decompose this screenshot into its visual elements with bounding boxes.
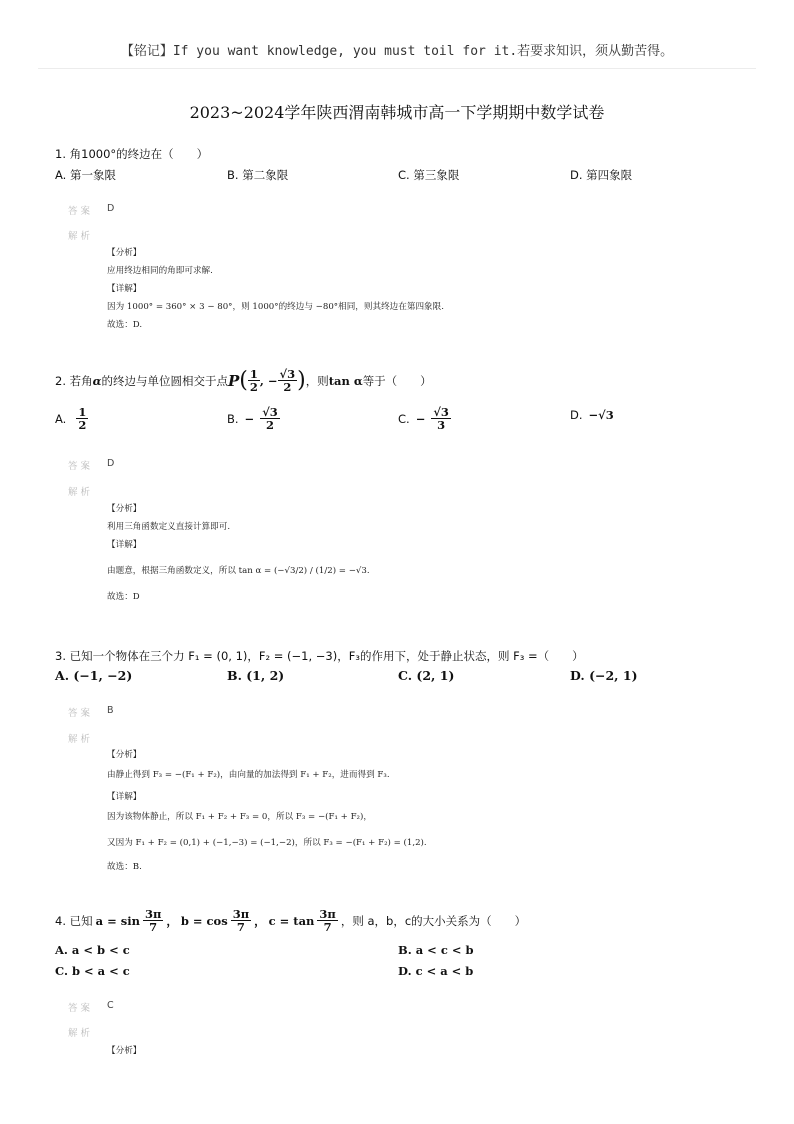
q2-stem-end: 等于（ ） (362, 373, 432, 388)
page-title: 2023~2024学年陕西渭南韩城市高一下学期期中数学试卷 (189, 103, 605, 122)
q1-answer: D (107, 203, 115, 214)
q4-stem-post: ，则 a，b，c的大小关系为（ ） (340, 913, 527, 928)
q4-frac-c: $\frac{3\pi}{7}$ (319, 907, 336, 935)
q4-fenxi-tag: 【分析】 (107, 1046, 142, 1056)
q1-option-c: C. 第三象限 (398, 168, 460, 182)
q4-b-eq: b = cos (180, 913, 228, 928)
q1-fenxi: 应用终边相同的角即可求解. (107, 266, 213, 276)
q2-fenxi-tag: 【分析】 (107, 504, 142, 514)
q3-answer-label: 答案 (68, 708, 94, 719)
q4-frac-a: $\frac{3\pi}{7}$ (144, 907, 162, 935)
q3-conclusion: 故选：B. (107, 862, 142, 872)
q4-analysis-label: 解析 (68, 1028, 94, 1039)
q2-xiangjie-tag: 【详解】 (107, 540, 142, 550)
q2-option-b: B. − $\frac{√3}{2}$ (227, 405, 278, 433)
q2-point: P (228, 371, 240, 390)
q1-option-d: D. 第四象限 (570, 168, 633, 182)
q2-answer: D (107, 458, 115, 469)
q3-stem: 3. 已知一个物体在三个力 F₁ = (0, 1)，F₂ = (−1, −3)，F₃的作用下，处于静止状态，则 F₃ =（ ） (55, 649, 584, 663)
q2-paren-open: ( (239, 368, 248, 394)
q3-xiangjie-2: 又因为 F₁ + F₂ = (0,1) + (−1,−3) = (−1,−2)，所以 F₃ = −(F₁ + F₂) = (1,2). (107, 838, 427, 848)
q3-fenxi-tag: 【分析】 (107, 750, 142, 760)
q3-fenxi: 由静止得到 F₃ = −(F₁ + F₂)，由向量的加法得到 F₁ + F₂，进而得到 F₃. (107, 770, 390, 780)
q4-option-a: A. a < b < c (55, 943, 130, 957)
q4-option-b: B. a < c < b (398, 943, 474, 957)
q4-answer: C (107, 1000, 114, 1011)
q1-option-b: B. 第二象限 (227, 168, 289, 182)
motto-banner: 【铭记】If you want knowledge, you must toil for it.若要求知识，须从勤苦得。 (120, 44, 674, 59)
q1-conclusion: 故选：D. (107, 320, 143, 330)
q2-comma: , − (259, 373, 278, 388)
q4-stem: 4. 已知 a = sin $\frac{3\pi}{7}$ ， b = cos $\frac{3\pi}{7}$ ， c = tan $\frac{3\pi}{7}$ ，则 a，b，c的大小关系为（ ） (55, 907, 527, 935)
q2-stem-post: ，则 (305, 373, 329, 388)
q2-paren-close: ) (297, 368, 306, 394)
q4-c-eq: c = tan (268, 913, 315, 928)
q1-stem: 1. 角1000°的终边在（ ） (55, 147, 209, 161)
q2-fenxi: 利用三角函数定义直接计算即可. (107, 522, 231, 532)
q1-option-a: A. 第一象限 (55, 168, 116, 182)
q1-xiangjie: 因为 1000° = 360° × 3 − 80°，则 1000°的终边与 −80°相同，则其终边在第四象限. (107, 302, 444, 312)
q3-xiangjie-tag: 【详解】 (107, 792, 142, 802)
q2-stem-mid: 的终边与单位圆相交于点 (101, 373, 228, 388)
q3-option-a: A. (−1, −2) (55, 668, 133, 683)
q3-xiangjie-1: 因为该物体静止，所以 F₁ + F₂ + F₃ = 0，所以 F₃ = −(F₁ + F₂)， (107, 812, 372, 822)
q1-fenxi-tag: 【分析】 (107, 248, 142, 258)
q3-option-b: B. (1, 2) (227, 668, 285, 683)
q4-option-c: C. b < a < c (55, 964, 130, 978)
q3-analysis-label: 解析 (68, 734, 94, 745)
q2-option-d: D. −√3 (570, 408, 614, 422)
q2-conclusion: 故选：D (107, 592, 140, 602)
q2-analysis-label: 解析 (68, 487, 94, 498)
header-divider (38, 68, 756, 69)
q2-frac-x: $\frac{1}{2}$ (249, 367, 258, 395)
q4-a-eq: a = sin (95, 913, 140, 928)
q2-alpha: α (92, 373, 102, 388)
q3-answer: B (107, 705, 114, 716)
q1-analysis-label: 解析 (68, 231, 94, 242)
q2-stem-pre: 2. 若角 (55, 373, 93, 388)
q2-stem (55, 368, 755, 393)
q3-option-d: D. (−2, 1) (570, 668, 638, 683)
q1-xiangjie-tag: 【详解】 (107, 284, 142, 294)
q4-frac-b: $\frac{3\pi}{7}$ (232, 907, 250, 935)
q3-option-c: C. (2, 1) (398, 668, 455, 683)
q4-stem-pre: 4. 已知 (55, 913, 93, 928)
q1-answer-label: 答案 (68, 206, 94, 217)
q4-answer-label: 答案 (68, 1003, 94, 1014)
q4-option-d: D. c < a < b (398, 964, 474, 978)
q2-answer-label: 答案 (68, 461, 94, 472)
q2-option-a: A. $\frac{1}{2}$ (55, 405, 87, 433)
q2-tan: tan α (328, 373, 363, 388)
q2-option-c: C. − $\frac{√3}{3}$ (398, 405, 449, 433)
q2-xiangjie: 由题意，根据三角函数定义，所以 tan α = (−√3/2) / (1/2) = −√3. (107, 566, 370, 576)
q2-frac-y: $\frac{√3}{2}$ (279, 367, 296, 395)
